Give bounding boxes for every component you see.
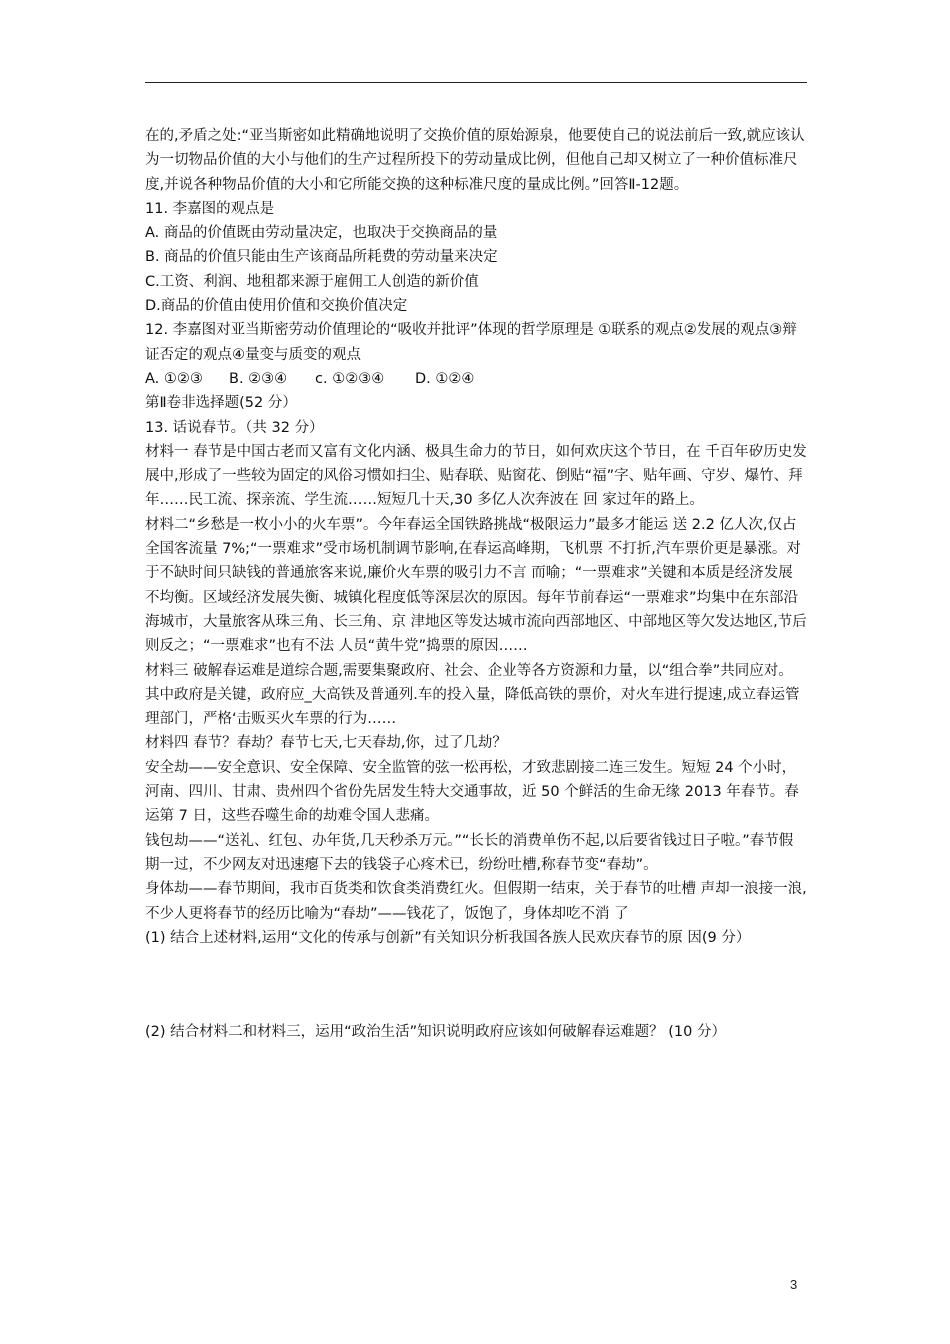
option-11-c: C.工资、利润、地租都来源于雇佣工人创造的新价值	[145, 273, 479, 290]
sub-question-2: (2) 结合材料二和材料三，运用“政治生活”知识说明政府应该如何破解春运难题？ (10 分）	[145, 1024, 726, 1041]
material-1: 材料一 春节是中国古老而又富有文化内涵、极具生命力的节日，如何欢庆这个节日，在 千百年矽历史发展中,形成了一些较为固定的风俗习惯如扫尘、贴春联、贴窗花、倒贴“福”字、贴年画、守岁、爆竹、拜年……民工流、探亲流、学生流……短短几十天,30 多亿人次奔波在 回 家过年的路上。	[145, 443, 807, 509]
option-12-b: B. ②③④	[229, 370, 288, 387]
material-3: 材料三 破解春运难是道综合题,需要集聚政府、社会、企业等各方资源和力量，以“组合拳”共同应对。其中政府是关键，政府应_大高铁及普通列.车的投入量，降低高铁的票价，对火车进行提速,成立春运管理部门，严格‘击贩买火车票的行为……	[145, 662, 800, 728]
passage-intro: 在的,矛盾之处:“亚当斯密如此精确地说明了交换价值的原始源泉，他要使自己的说法前后一致,就应该认为一切物品价值的大小与他们的生产过程所投下的劳动量成比例，但他自己却又树立了一种价值标准尺度,并说各种物品价值的大小和它所能交换的这种标准尺度的量成比例。”回答Ⅱ-12题。	[145, 128, 805, 193]
option-12-a: A. ①②③	[145, 370, 203, 387]
question-13: 13. 话说春节。（共 32 分）	[145, 419, 324, 436]
option-11-b: B. 商品的价值只能由生产该商品所耗费的劳动量来决定	[145, 249, 498, 266]
question-11: 11. 李嘉图的观点是	[145, 200, 275, 217]
material-2: 材料二“乡愁是一枚小小的火车票”。今年春运全国铁路挑战“极限运力”最多才能运 送 2.2 亿人次,仅占全国客流量 7%;“一票难求”受市场机制调节影响,在春运高峰期，飞机票 不打折,汽车票价更是暴涨。对于不缺时间只缺钱的普通旅客来说,廉价火车票的吸引力不言 而喻；“一票难求”关键和本质是经济发展不均衡。区域经济发展失衡、城镇化程度低等深层次的原因。每年节前春运“一票难求”均集中在东部沿海城市，大量旅客从珠三角、长三角、京 津地区等发达城市流向西部地区、中部地区等欠发达地区,节后则反之；“一票难求”也有不法 人员“黄牛党”捣票的原因……	[145, 516, 807, 655]
header-rule	[145, 82, 807, 83]
answer-space	[145, 950, 807, 1020]
question-12: 12. 李嘉图对亚当斯密劳动价值理论的“吸收并批评”体现的哲学原理是 ①联系的观点②发展的观点③辩证否定的观点④量变与质变的观点	[145, 322, 797, 363]
question-12-options	[145, 367, 807, 391]
sub-question-1: (1) 结合上述材料,运用“文化的传承与创新”有关知识分析我国各族人民欢庆春节的原 因(9 分）	[145, 929, 751, 946]
option-11-d: D.商品的价值由使用价值和交换价值决定	[145, 298, 408, 315]
body-paragraph: 身体劫——春节期间，我市百货类和饮食类消费红火。但假期一结束，关于春节的吐槽 声却一浪接一浪,不少人更将春节的经历比喻为“春劫”——钱花了，饭饱了，身体却吃不消 了	[145, 881, 807, 922]
option-12-d: D. ①②④	[415, 370, 475, 387]
option-11-a: A. 商品的价值既由劳动量决定，也取决于交换商品的量	[145, 225, 498, 242]
wallet-paragraph: 钱包劫——“送礼、红包、办年货,几天秒杀万元。”“长长的消费单伤不起,以后要省钱过日子啦。”春节假期一过，不少网友对迅速瘪下去的钱袋子心疼术已，纷纷吐槽,称春节变“春劫”。	[145, 832, 794, 873]
page-body	[145, 124, 807, 1044]
section-2-title: 第Ⅱ卷非选择题(52 分）	[145, 395, 297, 412]
material-4: 材料四 春节？春劫？春节七天,七天春劫,你，过了几劫？	[145, 735, 507, 752]
option-12-c: c. ①②③④	[315, 370, 385, 387]
safety-paragraph: 安全劫——安全意识、安全保障、安全监管的弦一松再松，才致悲剧接二连三发生。短短 24 个小时，河南、四川、甘肃、贵州四个省份先居发生特大交通事故，近 50 个鲜活的生命无缘 2013 年春节。春运第 7 日，这些吞噬生命的劫难令国人悲痛。	[145, 759, 799, 825]
page-number: 3	[790, 1277, 798, 1292]
